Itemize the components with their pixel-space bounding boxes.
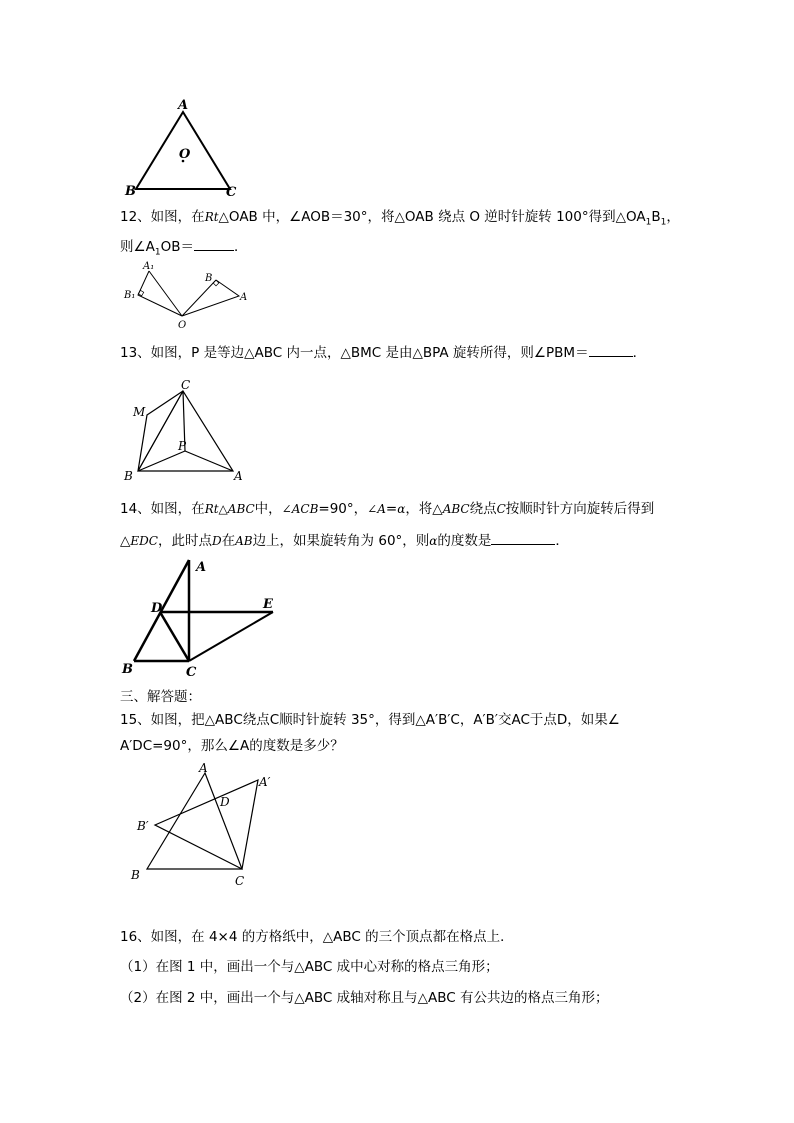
answer-blank[interactable] — [491, 531, 555, 545]
question-16-line-3: （2）在图 2 中，画出一个与△ABC 成轴对称且与△ABC 有公共边的格点三角形； — [120, 990, 609, 1006]
triangle-abc — [138, 391, 233, 471]
q12-text: △OAB 中，∠AOB＝30°，将△OAB 绕点 O 逆时针旋转 100°得到△OA — [218, 209, 646, 225]
triangle-a-prime-b-prime-c — [155, 780, 258, 869]
q14-math: D — [211, 534, 222, 548]
triangle-oab — [182, 280, 239, 316]
answer-blank[interactable] — [194, 237, 234, 251]
label-c: C — [226, 185, 237, 200]
section-heading: 三、解答题： — [120, 689, 201, 705]
label-b: B — [124, 469, 133, 483]
q14-math: EDC — [130, 534, 158, 548]
figure-rotation-oab — [120, 258, 260, 333]
q12-text: B — [651, 209, 661, 225]
question-16-line-2: （1）在图 1 中，画出一个与△ABC 成中心对称的格点三角形； — [120, 959, 499, 975]
q14-text: ，此时点 — [157, 533, 212, 549]
question-16-line-1: 16、如图，在 4×4 的方格纸中，△ABC 的三个顶点都在格点上． — [120, 929, 514, 945]
label-b-prime: B′ — [137, 819, 149, 833]
q12-text: ． — [233, 239, 248, 255]
label-b1: B₁ — [124, 290, 136, 301]
figure-rotation-35 — [125, 762, 285, 890]
q13-text: ． — [632, 345, 647, 361]
q14-math: C — [496, 502, 506, 516]
triangle-abc — [147, 773, 242, 869]
label-e: E — [263, 597, 273, 612]
segment-dc — [160, 612, 189, 661]
question-12-line-1 — [120, 208, 680, 232]
q12-text: ， — [666, 209, 680, 225]
right-angle-mark — [138, 290, 143, 295]
label-p: P — [178, 439, 187, 453]
q14-text: =90°， — [318, 501, 368, 517]
label-c: C — [186, 665, 197, 680]
q12-text: 12、如图，在 — [120, 209, 205, 225]
label-c: C — [181, 378, 191, 392]
question-15-line-2: A′DC=90°，那么∠A的度数是多少？ — [120, 738, 344, 754]
question-14-line-1 — [120, 500, 654, 518]
label-b: B — [122, 662, 133, 677]
label-a: A — [196, 560, 207, 575]
label-a: A — [234, 469, 243, 483]
q14-text: = — [385, 501, 398, 517]
q14-text: 绕点 — [469, 501, 497, 517]
q12-rt: Rt — [204, 210, 219, 224]
q14-text: △ — [120, 533, 131, 549]
label-a: A — [199, 761, 208, 775]
question-15-line-1: 15、如图，把△ABC绕点C顺时针旋转 35°，得到△A′B′C，A′B′交AC于点D，如果∠ — [120, 712, 620, 728]
label-a: A — [240, 292, 248, 303]
q14-math: α — [397, 502, 406, 516]
figure-equilateral-p — [120, 378, 260, 483]
q12-text: 则∠A — [120, 239, 155, 255]
label-o: O — [178, 320, 187, 331]
answer-blank[interactable] — [589, 343, 633, 357]
figure-triangle-abc-center-o — [120, 95, 250, 200]
question-13 — [120, 343, 646, 362]
q14-text: 边上，如果旋转角为 60°，则 — [252, 533, 430, 549]
q12-sub: 1 — [660, 217, 667, 228]
q14-math: ∠ACB — [281, 502, 319, 516]
q14-text: 中， — [254, 501, 282, 517]
q13-text: 13、如图，P 是等边△ABC 内一点，△BMC 是由△BPA 旋转所得，则∠PBM＝ — [120, 345, 589, 361]
label-b: B — [205, 273, 213, 284]
label-a1: A₁ — [143, 261, 155, 272]
q14-text: 在 — [221, 533, 236, 549]
question-14-line-2 — [120, 531, 569, 550]
label-b: B — [125, 184, 136, 199]
q14-math: α — [429, 534, 438, 548]
label-c: C — [235, 874, 245, 888]
segment-bp — [138, 451, 185, 471]
label-o: O — [179, 147, 191, 162]
segment-ap — [185, 451, 233, 471]
q14-text: ，将△ — [405, 501, 443, 517]
q14-math: AB — [235, 534, 253, 548]
q14-text: ． — [555, 533, 569, 549]
q12-sub: 1 — [645, 217, 652, 228]
label-d: D — [220, 795, 230, 809]
figure-rotated-right-triangle — [120, 555, 290, 680]
q14-text: 按顺时针方向旋转后得到 — [505, 501, 655, 517]
q14-text: 的度数是 — [437, 533, 492, 549]
q14-math: Rt△ABC — [204, 502, 255, 516]
q12-sub: 1 — [154, 247, 161, 258]
q14-math: ABC — [442, 502, 470, 516]
label-a: A — [178, 98, 189, 113]
triangle-oa1b1 — [138, 271, 182, 316]
segment-ec — [189, 612, 273, 661]
q12-text: OB＝ — [160, 239, 194, 255]
label-b: B — [131, 868, 140, 882]
q14-math: ∠A — [367, 502, 386, 516]
label-d: D — [151, 601, 163, 616]
label-m: M — [133, 405, 146, 419]
label-a-prime: A′ — [259, 775, 271, 789]
q14-text: 14、如图，在 — [120, 501, 205, 517]
